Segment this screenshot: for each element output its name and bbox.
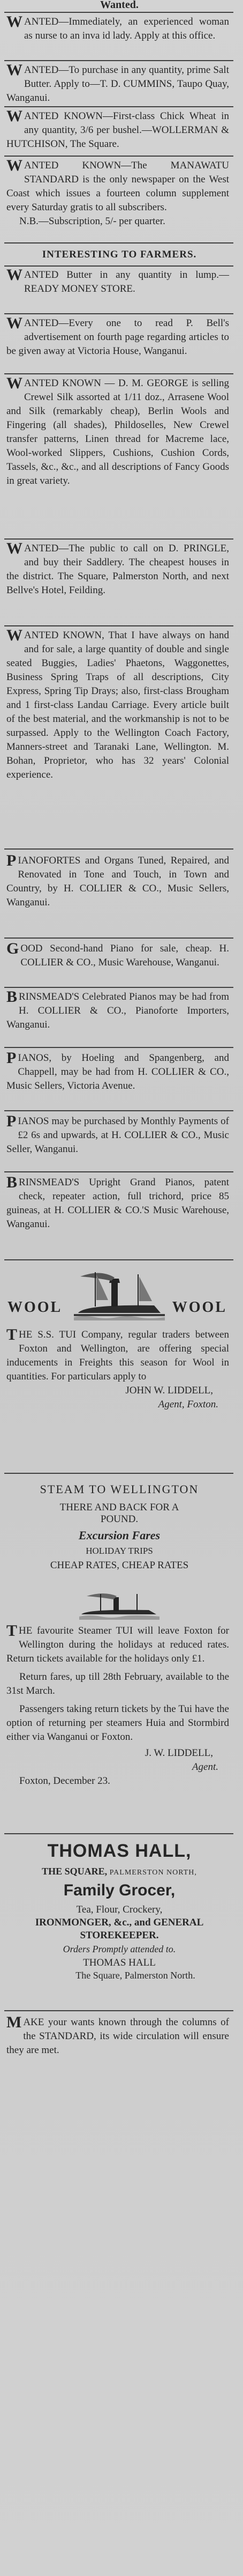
- ad-text: AKE your wants known through the columns of the STANDARD, its wide circulation will ensure they are met.: [6, 2017, 229, 2056]
- divider: [4, 1047, 233, 1048]
- divider: [4, 1171, 233, 1172]
- divider: [4, 987, 233, 988]
- drop-cap: M: [6, 2016, 22, 2031]
- ad-text: ANTED KNOWN, That I have always on hand and for sale, a large quantity of double and single seated Buggies, Ladies' Phaetons, Waggonettes, Business Spring Traps of all descriptions, City Express, Spring Tip Drays; also, first-class Brougham and 1 first-class Landau Carriage. Every article built of the best material, and the workmanship is not to be surpassed. Apply to the Wellington Coach Factory, Manners-street and Taranaki Lane, Wellington. M. Bohan, Proprietor, who has 32 years' Colonial experience.: [6, 630, 229, 780]
- ad-bell: [4, 316, 234, 358]
- drop-cap: W: [6, 629, 22, 644]
- hall-line-4: Orders Promptly attended to.: [63, 1944, 176, 1954]
- passengers-note: Passengers taking return tickets by the Tui have the option of returning per steamers Huia and Stormbird either via Wanganui or Foxton.: [6, 1703, 229, 1743]
- ad-make-wants-known: [4, 2016, 234, 2057]
- ad-wheat: [4, 109, 234, 151]
- wool-banner: [4, 1267, 234, 1326]
- divider: [4, 848, 233, 850]
- ad-farmers-butter: [4, 268, 234, 296]
- drop-cap: G: [6, 942, 19, 957]
- divider: [4, 60, 233, 61]
- steamer-illustration: [79, 1591, 160, 1621]
- heading-text: INTERESTING TO FARMERS.: [42, 249, 197, 260]
- hall-address: The Square, Palmerston North.: [75, 1970, 195, 1981]
- hall-line-2: IRONMONGER, &c., and GENERAL: [35, 1917, 204, 1928]
- drop-cap: B: [6, 1176, 18, 1191]
- drop-cap: P: [6, 854, 17, 869]
- divider: [4, 156, 233, 157]
- farmers-heading: [4, 249, 234, 261]
- ad-text: ANTED KNOWN — D. M. GEORGE is selling Crewel Silk assorted at 1/11 doz., Arrasene Wool and Silk (remarkably cheap), Berlin Wools and Fingering (all shades), Phildoselles, New Crewel transfer patterns, Linen thread for Macreme lace, Wool-worked Slippers, Cushions, Cushion Cords, Tassels, &c., &c., and all descriptions of Fancy Goods in great variety.: [6, 378, 229, 486]
- divider: [4, 2010, 233, 2011]
- divider: [4, 265, 233, 267]
- excursion-fares: Excursion Fares: [78, 1529, 161, 1542]
- drop-cap: W: [6, 542, 22, 557]
- ad-thomas-hall: [4, 1841, 234, 1981]
- signature-role: Agent.: [192, 1761, 218, 1773]
- ad-text: HE favourite Steamer TUI will leave Foxton for Wellington during the holidays at reduced rates. Return tickets available for the holidays only £1.: [6, 1625, 229, 1664]
- drop-cap: P: [6, 1051, 17, 1067]
- ad-text: ANTED KNOWN—The MANAWATU STANDARD is the only newspaper on the West Coast which issues a fourteen column supplement every Saturday gratis to all subscribers.: [6, 160, 229, 213]
- drop-cap: B: [6, 990, 18, 1006]
- ad-text: ANTED Butter in any quantity in lump.—READY MONEY STORE.: [24, 269, 229, 294]
- ad-text: RINSMEAD'S Celebrated Pianos may be had from H. COLLIER & CO., Pianoforte Importers, Wanganui.: [6, 991, 229, 1030]
- divider: [4, 242, 233, 243]
- ad-text: ANTED KNOWN—First-class Chick Wheat in any quantity, 3/6 per bushel.—WOLLERMAN & HUTCHISON, The Square.: [6, 110, 229, 150]
- ad-monthly-pianos: [4, 1114, 234, 1156]
- hall-address-square: THE SQUARE,: [42, 1866, 108, 1877]
- divider: [4, 106, 233, 107]
- signature-name: JOHN W. LIDDELL,: [125, 1385, 213, 1396]
- signature-name: J. W. LIDDELL,: [145, 1747, 213, 1759]
- drop-cap: T: [6, 1328, 18, 1344]
- ad-steam-to-wellington: [4, 1482, 234, 1571]
- ad-good-piano: [4, 942, 234, 970]
- hall-signature: THOMAS HALL: [83, 1957, 156, 1968]
- ad-manawatu-standard: [4, 159, 234, 228]
- drop-cap: W: [6, 109, 22, 125]
- ad-text: IANOFORTES and Organs Tuned, Repaired, and Renovated in Tone and Touch, in Town and Country, by H. COLLIER & CO., Music Sellers, Wanganui.: [6, 855, 229, 908]
- ad-wool-freight: [4, 1328, 234, 1412]
- divider: [4, 625, 233, 626]
- divider: [4, 1259, 233, 1260]
- drop-cap: W: [6, 63, 22, 79]
- wool-label-right: WOOL: [172, 1299, 227, 1316]
- ad-nurse: [4, 15, 234, 43]
- return-fares: Return fares, up till 28th February, available to the 31st March.: [6, 1671, 229, 1696]
- cheap-rates: CHEAP RATES, CHEAP RATES: [50, 1560, 189, 1571]
- holiday-trips: HOLIDAY TRIPS: [86, 1546, 153, 1556]
- hall-line-3: STOREKEEPER.: [80, 1930, 159, 1941]
- divider: [4, 1110, 233, 1111]
- ad-text: ANTED—Immediately, an experienced woman as nurse to an inva id lady. Apply at this office.: [24, 16, 229, 41]
- drop-cap: W: [6, 159, 22, 174]
- ad-text: OOD Second-hand Piano for sale, cheap. H. COLLIER & CO., Music Warehouse, Wanganui.: [20, 943, 229, 968]
- ad-pringle: [4, 542, 234, 597]
- wool-label-left: WOOL: [7, 1299, 63, 1316]
- hall-grocer: Family Grocer,: [63, 1881, 176, 1899]
- ad-text: RINSMEAD'S Upright Grand Pianos, patent check, repeater action, full trichord, price 85 guineas, at H. COLLIER & CO.'S Music Warehouse, Wanganui.: [6, 1177, 229, 1230]
- drop-cap: P: [6, 1114, 17, 1130]
- divider: [4, 12, 233, 13]
- ad-george: [4, 377, 234, 488]
- drop-cap: W: [6, 268, 22, 284]
- hall-title: THOMAS HALL,: [47, 1841, 192, 1861]
- divider: [4, 1473, 233, 1474]
- steam-title: STEAM TO WELLINGTON: [40, 1482, 199, 1496]
- ad-upright-pianos: [4, 1176, 234, 1231]
- divider: [4, 938, 233, 939]
- ad-text: HE S.S. TUI Company, regular traders between Foxton and Wellington, are offering special inducements in Freights this season for Wool in quantities. For particulars apply to: [6, 1329, 229, 1382]
- ad-text: ANTED—The public to call on D. PRINGLE, and buy their Saddlery. The cheapest houses in the district. The Square, Palmerston North, and next Bellve's Hotel, Feilding.: [6, 543, 229, 596]
- ad-butter: [4, 63, 234, 105]
- ad-hoeling: [4, 1051, 234, 1093]
- ad-text: IANOS may be purchased by Monthly Payments of £2 6s and upwards, at H. COLLIER & CO., Music Seller, Wanganui.: [6, 1116, 229, 1155]
- ad-brinsmead: [4, 990, 234, 1032]
- steam-subtitle-2: POUND.: [100, 1514, 139, 1525]
- divider: [4, 1833, 233, 1834]
- drop-cap: W: [6, 377, 22, 392]
- ad-pianofortes: [4, 854, 234, 910]
- heading-text: Wanted.: [100, 0, 139, 11]
- signature-role: Agent, Foxton.: [158, 1399, 218, 1410]
- hall-address-town: PALMERSTON NORTH,: [109, 1869, 197, 1877]
- drop-cap: W: [6, 316, 22, 332]
- ad-bohan: [4, 629, 234, 782]
- ad-text: IANOS, by Hoeling and Spangenberg, and Chappell, may be had from H. COLLIER & CO., Music Sellers, Victoria Avenue.: [6, 1052, 229, 1091]
- ad-text: ANTED—Every one to read P. Bell's advertisement on fourth page regarding articles to be given away at Victoria House, Wanganui.: [6, 318, 229, 357]
- ad-text: ANTED—To purchase in any quantity, prime Salt Butter. Apply to—T. D. CUMMINS, Taupo Quay, Wanganui.: [6, 64, 229, 104]
- wanted-heading: [4, 0, 234, 11]
- steam-subtitle: THERE AND BACK FOR A: [59, 1502, 179, 1513]
- hall-line-1: Tea, Flour, Crockery,: [76, 1904, 163, 1915]
- drop-cap: T: [6, 1624, 18, 1640]
- ad-date: Foxton, December 23.: [19, 1775, 110, 1787]
- ad-steam-body: [4, 1624, 234, 1788]
- divider: [4, 538, 233, 540]
- steamship-illustration: [74, 1267, 165, 1326]
- divider: [4, 373, 233, 374]
- ad-note: N.B.—Subscription, 5/- per quarter.: [19, 216, 165, 227]
- divider: [4, 313, 233, 314]
- drop-cap: W: [6, 15, 22, 31]
